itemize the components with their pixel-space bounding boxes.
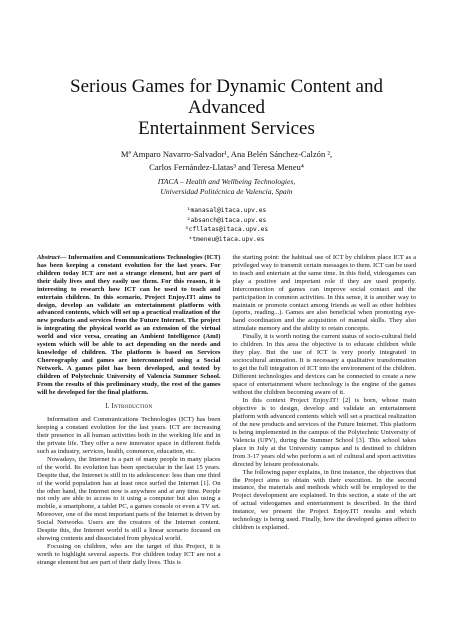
title-line-1: Serious Games for Dynamic Content and Advanced <box>70 76 383 118</box>
abstract <box>37 254 221 397</box>
body-paragraph: The following paper explains, in first instance, the objectives that the Project aims to obtain with their execution. In the second instance, the materials and methods which will be employed to the Project development are explained. In this section, a state of the art of actual videogames and entertainment is described. In the third instance, we present the Project Enjoy.IT! results and which technology is being used. Finally, how the developed games affect to children is explained. <box>232 468 416 532</box>
section-title: Introduction <box>111 402 153 410</box>
body-paragraph: Finally, it is worth noting the current status of socio-cultural field to children. In this area the objective is to educate children while they play. But the use of ICT is very poorly integrated in sociocultural animation. It is necessary a qualitative transformation to get the full integration of ICT into the environment of the children. Different technologies and devices can be connected to create a new space of entertainment where technology is the engine of the games without the children becoming aware of it. <box>232 333 416 397</box>
body-paragraph: In this context Project Enjoy.IT! [2] is born, whose main objective is to design, develop and validate an entertainment platform with advanced contents which will set a practical realization of the new products and services of the Future Internet. This platform is being implemented in the campus of the Polytechnic University of Valencia (UPV), during the Summer School [3]. This school takes place in July at the University campus and is destined to children from 3-17 years old who perform a set of cultural and sport activities directed by leisure professionals. <box>232 396 416 468</box>
paper-title <box>37 76 416 139</box>
body-paragraph: Information and Communications Technologies (ICT) has been keeping a constant evolution for the last years. ICT are increasing their presence in all human activities both in the working life and in the private life. They offer a new innovator space in different fields such as industry, services, health, commerce, education, etc. <box>37 415 221 455</box>
right-column <box>233 254 417 567</box>
title-line-2: Entertainment Services <box>138 118 315 139</box>
abstract-label: Abstract <box>37 253 60 261</box>
email-4[interactable]: ⁴tmeneu@itaca.upv.es <box>188 236 265 244</box>
authors-line-1: Mª Amparo Navarro-Salvador¹, Ana Belén Sánchez-Calzón ², <box>120 149 333 159</box>
email-1[interactable]: ¹manasal@itaca.upv.es <box>186 207 267 214</box>
affiliation-line-1: ITACA – Health and Wellbeing Technologies, <box>157 177 296 186</box>
abstract-text: — Information and Communications Technologies (ICT) has been keeping a constant evolution for the last years. For children today ICT are not a strange element, but are part of their daily lives and they easily use them. For this reason, it is interesting to research how ICT can be used to teach and entertain children. In this scenario, Project Enjoy.IT! aims to design, develop an validate an entertainment platform with advanced contents, which will set up a practical realization of the new products and services from the Future Internet. The project is integrating the physical world as an extension of the virtual world and vice versa, creating an Ambient Intelligence (AmI) system which will be able to act depending on the needs and knowledge of children. The platform is based on Services Choreography and games are interconnected using a Social Network. A games pilot has been developed, and tested by children of Polytechnic University of Valencia Summer School. From the results of this preliminary study, the rest of the games will be developed for the final platform. <box>37 253 221 397</box>
section-number: I. <box>105 402 110 410</box>
left-column <box>37 254 221 567</box>
body-paragraph: Nowadays, the Internet is a part of many people in many places of the world. Its evolution has been spectacular in the last 15 years. Despite that, the Internet is still in its adolescence: less than one third of the world population has at least once surfed the Internet [1]. On the other hand, the Internet now is anywhere and at any time. People not only are able to access to it using a computer but also using a mobile, a smartphone, a tablet PC, a games console or even a TV set. Moreover, one of the most important parts of the Internet is driven by Social Networks. Users are the creators of the Internet content. Despite this, the Internet world is still a linear scenario focused on showing contents and dissociated from physical world. <box>37 455 221 543</box>
email-3[interactable]: ³cfllatas@itaca.upv.es <box>184 226 269 234</box>
section-heading <box>37 403 221 411</box>
author-list <box>37 148 416 174</box>
affiliation-line-2: Universidad Politécnica de Valencia, Spain <box>160 186 293 196</box>
two-column-body <box>37 254 416 567</box>
affiliation <box>37 177 416 196</box>
body-paragraph: the starting point: the habitual use of ICT by children place ICT as a privileged way to transmit certain messages to them. ICT can be used to teach and entertain at the same time. In this field, videogames can play a positive and important role if they are used properly. Interconnection of games can improve social contact and the participation in common activities. In this sense, it is another way to maintain or promote contact among friends as well as other hobbies (sports, reading...). Games are also beneficial when promoting eye-hand coordination and the acquisition of manual skills. They also stimulate memory and the ability to retain concepts. <box>232 253 416 333</box>
email-list <box>37 206 416 245</box>
email-2[interactable]: ²absanch@itaca.upv.es <box>186 216 267 224</box>
authors-line-2: Carlos Fernández-Llatas³ and Teresa Meneu⁴ <box>149 162 304 172</box>
body-paragraph: Focusing on children, who are the target of this Project, it is worth to highlight several aspects. For children today ICT are not a strange element but are part of their daily lives. This is <box>37 543 221 567</box>
